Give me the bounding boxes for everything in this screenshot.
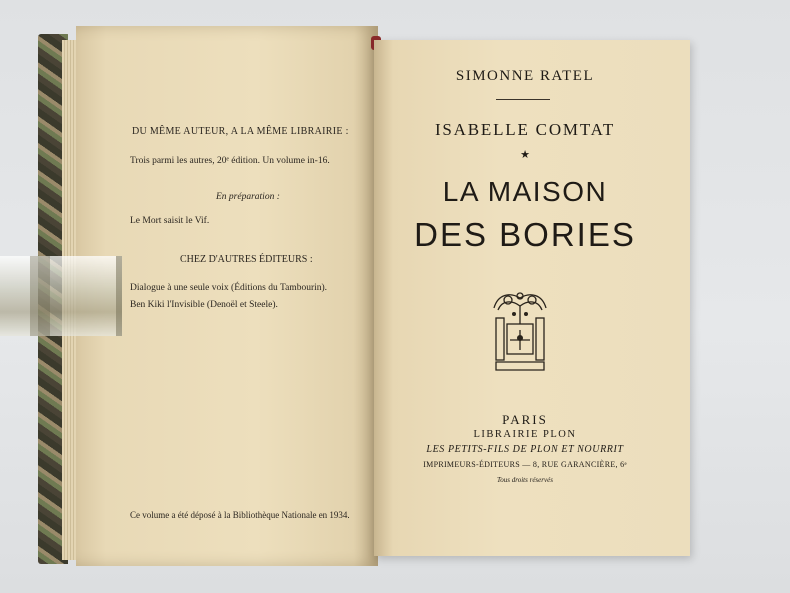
rights-reserved: Tous droits réservés <box>497 476 553 484</box>
author-rule <box>496 99 550 100</box>
book-dialogue: Dialogue à une seule voix (Éditions du Tambourin). <box>130 283 328 293</box>
other-publishers-heading: CHEZ D'AUTRES ÉDITEURS : <box>180 254 313 265</box>
author-name: SIMONNE RATEL <box>455 68 595 84</box>
title-line-2: DES BORIES <box>414 216 636 253</box>
book-trois-parmi: Trois parmi les autres, 20ᵉ édition. Un volume in-16. <box>130 156 330 166</box>
city: PARIS <box>502 412 548 427</box>
book-ben-kiki: Ben Kiki l'Invisible (Denoël et Steele). <box>130 300 278 310</box>
publisher-emblem-icon <box>488 290 552 374</box>
star-ornament: ★ <box>520 149 530 161</box>
glass-paperweight <box>0 256 122 336</box>
depot-legal-note: Ce volume a été déposé à la Bibliothèque Nationale en 1934. <box>130 510 350 520</box>
publisher-subtitle: LES PETITS-FILS DE PLON ET NOURRIT <box>426 444 624 455</box>
glass-paperweight-edge <box>30 256 50 336</box>
right-page <box>374 40 690 556</box>
series-title: ISABELLE COMTAT <box>434 120 616 139</box>
publisher-name: LIBRAIRIE PLON <box>473 429 577 440</box>
title-line-1: LA MAISON <box>442 176 608 207</box>
en-preparation-label: En préparation : <box>216 192 280 202</box>
book-le-mort: Le Mort saisit le Vif. <box>130 216 210 226</box>
publisher-address: IMPRIMEURS-ÉDITEURS — 8, RUE GARANCIÈRE, 6ᵉ <box>423 460 627 469</box>
same-author-heading: DU MÊME AUTEUR, A LA MÊME LIBRAIRIE : <box>132 126 349 137</box>
